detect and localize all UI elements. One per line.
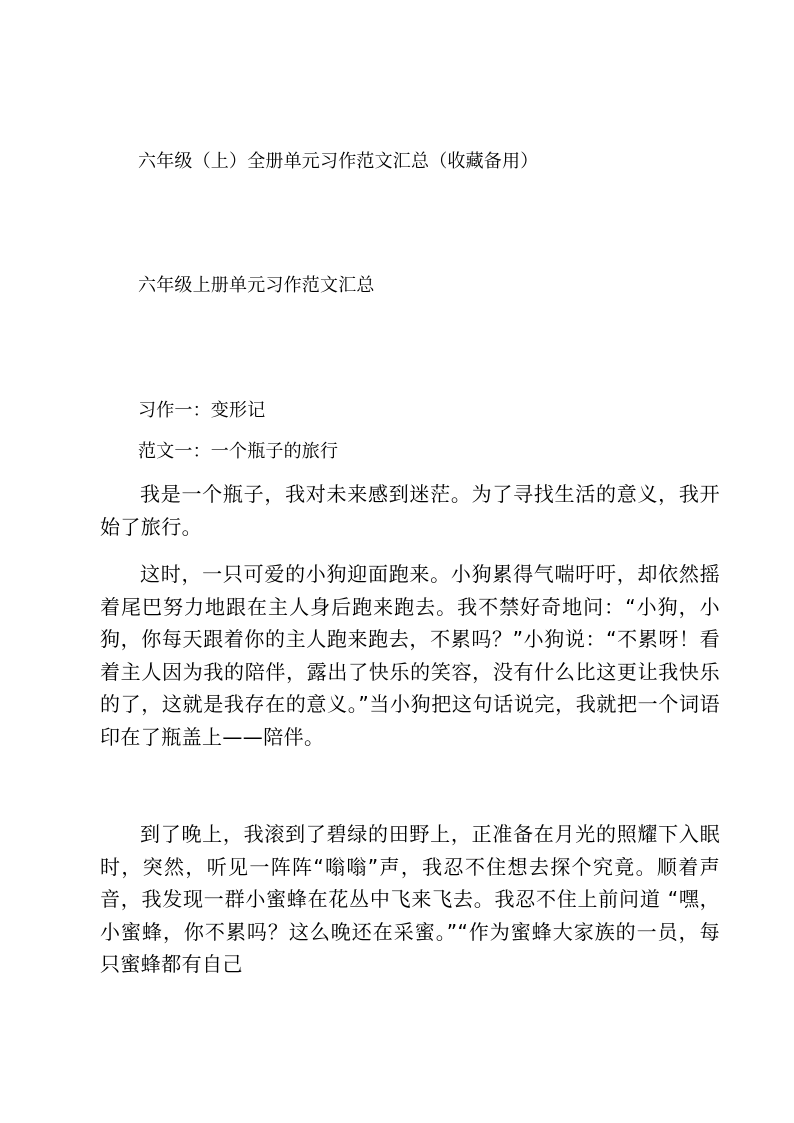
section-heading: 习作一：变形记	[138, 400, 266, 421]
essay-paragraph: 这时，一只可爱的小狗迎面跑来。小狗累得气喘吁吁，却依然摇着尾巴努力地跟在主人身后跑来跑去。我不禁好奇地问：“小狗，小狗，你每天跟着你的主人跑来跑去，不累吗？”小狗说：“不累呀！看着主人因为我的陪伴，露出了快乐的笑容，没有什么比这更让我快乐的了，这就是我存在的意义。”当小狗把这句话说完，我就把一个词语印在了瓶盖上——陪伴。	[100, 562, 720, 749]
essay-paragraph: 我是一个瓶子，我对未来感到迷茫。为了寻找生活的意义，我开始了旅行。	[100, 482, 720, 539]
document-title: 六年级（上）全册单元习作范文汇总（收藏备用）	[138, 151, 539, 172]
sample-essay-title: 范文一：一个瓶子的旅行	[138, 441, 339, 462]
document-subtitle: 六年级上册单元习作范文汇总	[138, 275, 375, 296]
essay-paragraph: 到了晚上，我滚到了碧绿的田野上，正准备在月光的照耀下入眠时，突然，听见一阵阵“嗡嗡”声，我忍不住想去探个究竟。顺着声音，我发现一群小蜜蜂在花丛中飞来飞去。我忍不住上前问道 “嘿，小蜜蜂，你不累吗？这么晚还在采蜜。”“作为蜜蜂大家族的一员，每只蜜蜂都有自己	[100, 822, 720, 976]
